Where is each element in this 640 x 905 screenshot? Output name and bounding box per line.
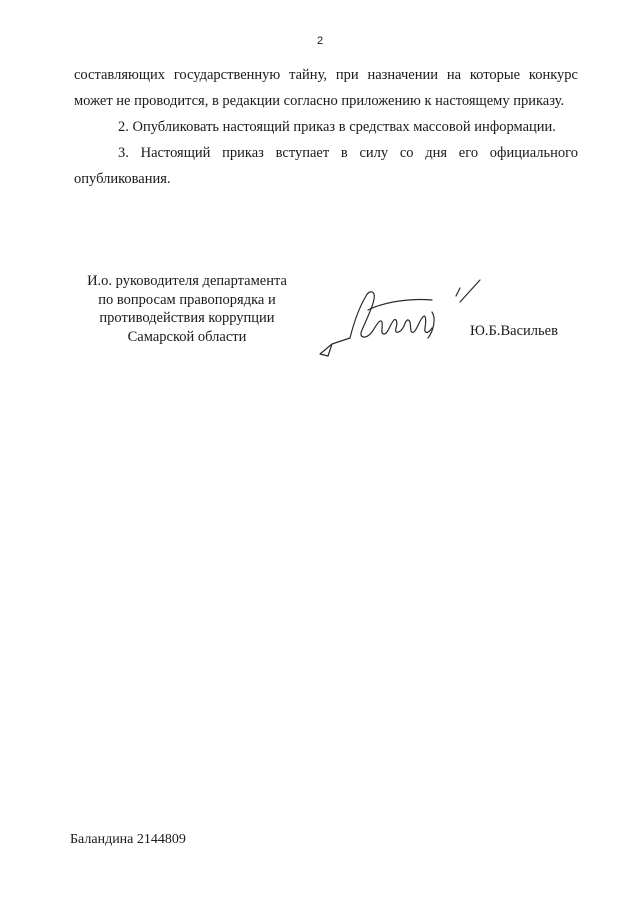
page-number: 2 [316,35,324,47]
signer-title-line: противодействия коррупции [99,310,275,326]
executor-note: Баландина 2144809 [70,832,186,847]
paragraph-item-2: 2. Опубликовать настоящий приказ в средствах массовой информации. [118,119,556,135]
paragraph-continuation: составляющих государственную тайну, при назначении на которые конкурс может не проводится, в редакции согласно приложению к настоящему приказу. [74,67,578,109]
paragraph-item-3: 3. Настоящий приказ вступает в силу со дня его официального опубликования. [74,145,578,187]
signer-title-line: по вопросам правопорядка и [98,291,276,308]
signer-title-line: Самарской области [127,328,247,345]
signer-title-line: И.о. руководителя департамента [87,273,287,289]
signer-title [62,272,312,346]
signer-name: Ю.Б.Васильев [470,323,558,339]
order-body [74,62,578,192]
handwritten-signature [310,272,490,367]
